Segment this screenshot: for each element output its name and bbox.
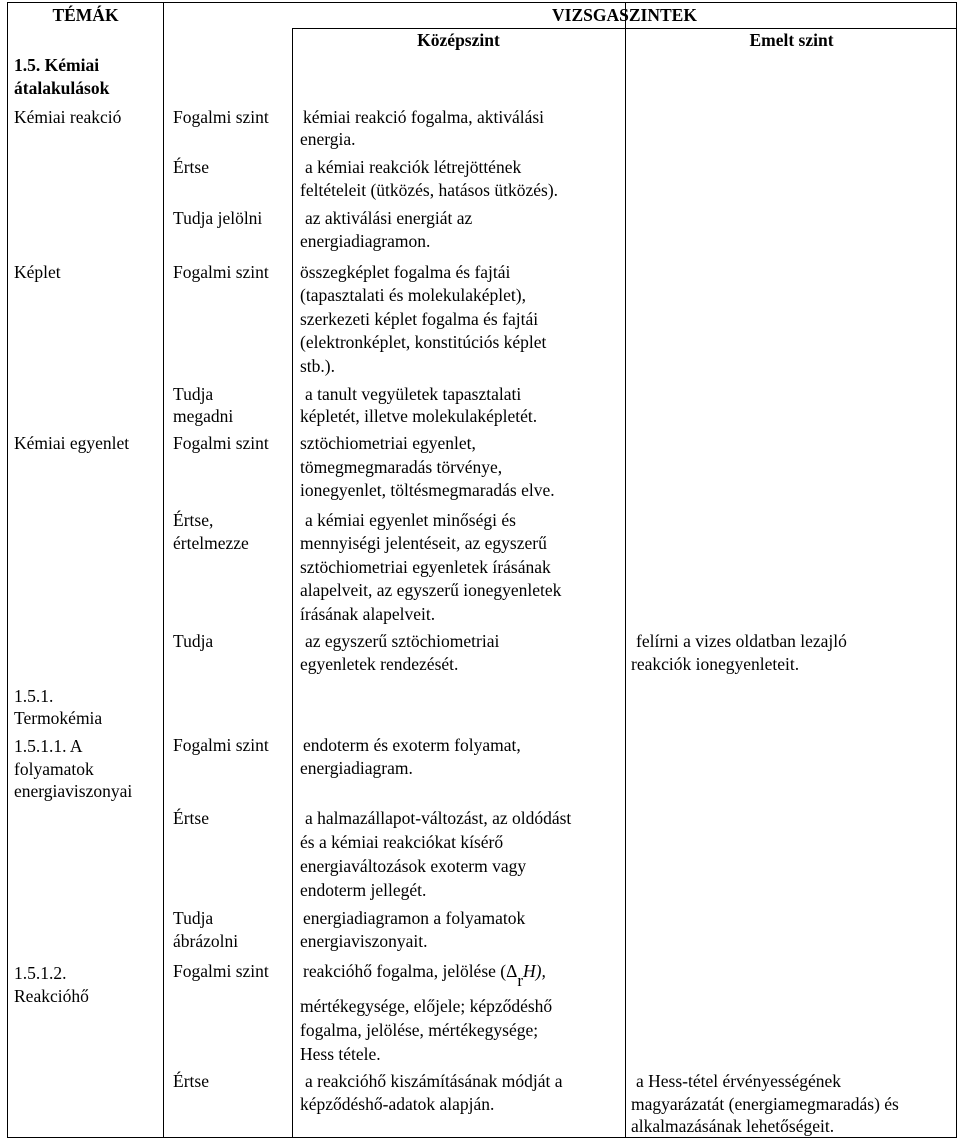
level-label: Fogalmi szint — [173, 107, 269, 127]
level-label: Fogalmi szint — [173, 961, 269, 981]
kozep-text-reakciho — [303, 960, 546, 990]
kozep-text: a reakcióhő kiszámításának módját a — [305, 1071, 563, 1091]
level-label-cont: értelmezze — [173, 533, 249, 553]
kozep-text: fogalma, jelölése, mértékegysége; — [300, 1020, 539, 1040]
kozep-text: sztöchiometriai egyenlet, — [300, 433, 476, 453]
topic-folyamatok-cont: folyamatok — [14, 759, 94, 779]
kozep-text: alapelveit, az egyszerű ionegyenletek — [300, 580, 562, 600]
divider-levels — [292, 28, 293, 1138]
kozep-text: energiaviszonyait. — [300, 931, 428, 951]
kozep-text: endoterm jellegét. — [300, 880, 427, 900]
divider-topics — [163, 2, 164, 1138]
emelt-text: a Hess-tétel érvényességének — [636, 1071, 842, 1091]
section-title-cont: átalakulások — [14, 78, 110, 98]
kozep-text: a halmazállapot-változást, az oldódást — [305, 808, 572, 828]
kozep-text: (tapasztalati és molekulaképlet), — [300, 285, 526, 305]
topic-reakciho: 1.5.1.2. — [14, 963, 67, 983]
topic-kemiai-reakcio: Kémiai reakció — [14, 107, 122, 127]
kozep-text: mértékegysége, előjele; képződéshő — [300, 996, 553, 1016]
level-label: Értse — [173, 808, 209, 828]
topic-reakciho-cont: Reakcióhő — [14, 986, 89, 1006]
kozep-text: energiaváltozások exoterm vagy — [300, 856, 527, 876]
topic-termokemia-cont: Termokémia — [14, 708, 103, 728]
kozep-text: a kémiai reakciók létrejöttének — [305, 157, 522, 177]
header-temak: TÉMÁK — [52, 5, 119, 25]
emelt-text: magyarázatát (energiamegmaradás) és — [631, 1094, 899, 1114]
level-label: Tudja — [173, 384, 214, 404]
kozep-text: összegképlet fogalma és fajtái — [300, 262, 511, 282]
topic-keplet: Képlet — [14, 262, 61, 282]
kozep-text: szerkezeti képlet fogalma és fajtái — [300, 309, 539, 329]
kozep-text: energia. — [300, 129, 356, 149]
kozep-text: feltételeit (ütközés, hatásos ütközés). — [300, 180, 559, 200]
kozep-text: (elektronképlet, konstitúciós képlet — [300, 332, 547, 352]
kozep-text: képletét, illetve molekulaképletét. — [300, 406, 538, 426]
kozep-text: stb.). — [300, 356, 335, 376]
topic-folyamatok: 1.5.1.1. A — [14, 736, 83, 756]
kozep-text: energiadiagram. — [300, 758, 413, 778]
delta-symbol: Δ — [506, 961, 518, 981]
kozep-text: a tanult vegyületek tapasztalati — [305, 384, 522, 404]
kozep-text: endoterm és exoterm folyamat, — [303, 735, 521, 755]
emelt-text: alkalmazásának lehetőségeit. — [631, 1116, 835, 1136]
subscript-r: r — [517, 971, 524, 990]
kozep-text: sztöchiometriai egyenletek írásának — [300, 557, 551, 577]
emelt-text: reakciók ionegyenleteit. — [631, 654, 800, 674]
header-kozepszint: Középszint — [417, 30, 500, 50]
level-label: Értse — [173, 1071, 209, 1091]
topic-termokemia: 1.5.1. — [14, 686, 54, 706]
kozep-text: energiadiagramon a folyamatok — [303, 908, 526, 928]
kozep-text: kémiai reakció fogalma, aktiválási — [303, 107, 545, 127]
topic-folyamatok-cont2: energiaviszonyai — [14, 781, 133, 801]
level-label: Tudja — [173, 908, 214, 928]
kozep-text: a kémiai egyenlet minőségi és — [305, 510, 516, 530]
kozep-text: energiadiagramon. — [300, 231, 431, 251]
kozep-text: az egyszerű sztöchiometriai — [305, 631, 500, 651]
kozep-text: ionegyenlet, töltésmegmaradás elve. — [300, 480, 555, 500]
level-label-cont: ábrázolni — [173, 931, 239, 951]
kozep-text: Hess tétele. — [300, 1044, 381, 1064]
level-label-cont: megadni — [173, 406, 234, 426]
kozep-text: egyenletek rendezését. — [300, 654, 459, 674]
level-label: Tudja — [173, 631, 214, 651]
kozep-text: képződéshő-adatok alapján. — [300, 1094, 495, 1114]
header-vizsgaszintek: VIZSGASZINTEK — [552, 5, 697, 25]
level-label: Tudja jelölni — [173, 208, 263, 228]
reakciho-def-text: reakcióhő fogalma, jelölése ( — [303, 961, 507, 981]
level-label: Értse — [173, 157, 209, 177]
level-label: Fogalmi szint — [173, 735, 269, 755]
kozep-text: írásának alapelveit. — [300, 604, 436, 624]
enthalpy-symbol: H), — [523, 961, 546, 981]
kozep-text: mennyiségi jelentéseit, az egyszerű — [300, 533, 547, 553]
topic-kemiai-egyenlet: Kémiai egyenlet — [14, 433, 130, 453]
emelt-text: felírni a vizes oldatban lezajló — [636, 631, 847, 651]
header-emelt-szint: Emelt szint — [749, 30, 834, 50]
kozep-text: tömegmegmaradás törvénye, — [300, 457, 503, 477]
level-label: Fogalmi szint — [173, 433, 269, 453]
level-label: Értse, — [173, 510, 214, 530]
level-label: Fogalmi szint — [173, 262, 269, 282]
kozep-text: az aktiválási energiát az — [305, 208, 473, 228]
kozep-text: és a kémiai reakciókat kísérő — [300, 832, 504, 852]
divider-emelt — [625, 2, 626, 1138]
section-title: 1.5. Kémiai — [14, 55, 100, 75]
